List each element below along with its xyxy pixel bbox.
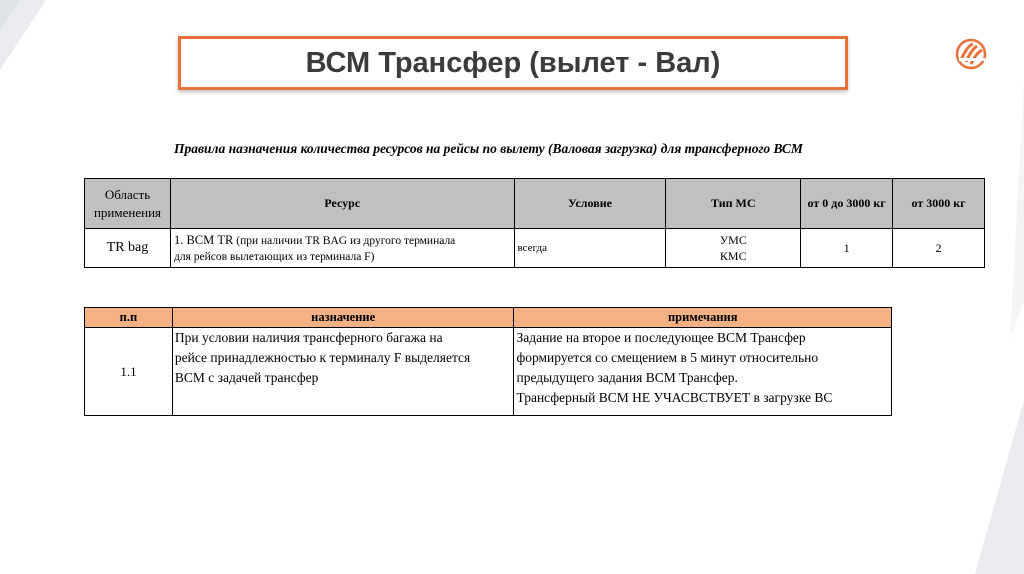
header-pp: п.п (85, 308, 173, 328)
header-range-0-3000: от 0 до 3000 кг (801, 179, 893, 229)
cell-notes (514, 328, 892, 416)
cell-resource (170, 229, 514, 268)
header-notes: примечания (514, 308, 892, 328)
cell-value-3000-plus: 2 (893, 229, 985, 268)
notes-table-header-row (85, 308, 892, 328)
cell-purpose (172, 328, 514, 416)
resource-table (84, 178, 985, 268)
purpose-line-1: При условии наличия трансферного багажа на (174, 330, 443, 345)
header-ms-type: Тип МС (666, 179, 801, 229)
ms-type-1: УМС (719, 233, 747, 247)
notes-line-3: предыдущего задания ВСМ Трансфер. (516, 370, 738, 385)
title-box (178, 36, 848, 90)
cell-pp: 1.1 (85, 328, 173, 416)
notes-table (84, 307, 892, 416)
header-condition: Условие (514, 179, 666, 229)
cell-area: TR bag (85, 229, 171, 268)
resource-prefix: 1. ВСМ TR (173, 232, 234, 247)
cell-value-0-3000: 1 (801, 229, 893, 268)
header-range-3000-plus: от 3000 кг (893, 179, 985, 229)
notes-line-1: Задание на второе и последующее ВСМ Трансфер (516, 330, 806, 345)
notes-line-2: формируется со смещением в 5 минут относительно (516, 350, 819, 365)
header-area (85, 179, 171, 229)
cell-condition: всегда (514, 229, 666, 268)
notes-line-4: Трансферный ВСМ НЕ УЧАСВСТВУЕТ в загрузке ВС (516, 390, 833, 405)
purpose-line-3: ВСМ с задачей трансфер (174, 370, 319, 385)
cell-ms-type (666, 229, 801, 268)
header-purpose: назначение (172, 308, 514, 328)
resource-detail-2: для рейсов вылетающих из терминала F) (173, 250, 375, 263)
resource-detail-1: (при наличии TR BAG из другого терминала (233, 234, 456, 247)
ms-type-2: КМС (719, 249, 747, 263)
table-row (85, 229, 985, 268)
header-resource: Ресурс (170, 179, 514, 229)
resource-table-header-row (85, 179, 985, 229)
table-row (85, 328, 892, 416)
table-caption: Правила назначения количества ресурсов на рейсы по вылету (Валовая загрузка) для трансферного ВСМ (174, 141, 803, 156)
purpose-line-2: рейсе принадлежностью к терминалу F выделяется (174, 350, 471, 365)
header-area-line1: Область (104, 186, 151, 202)
company-logo-icon (955, 38, 987, 70)
page-title: ВСМ Трансфер (вылет - Вал) (305, 46, 721, 79)
header-area-line2: применения (93, 204, 161, 220)
